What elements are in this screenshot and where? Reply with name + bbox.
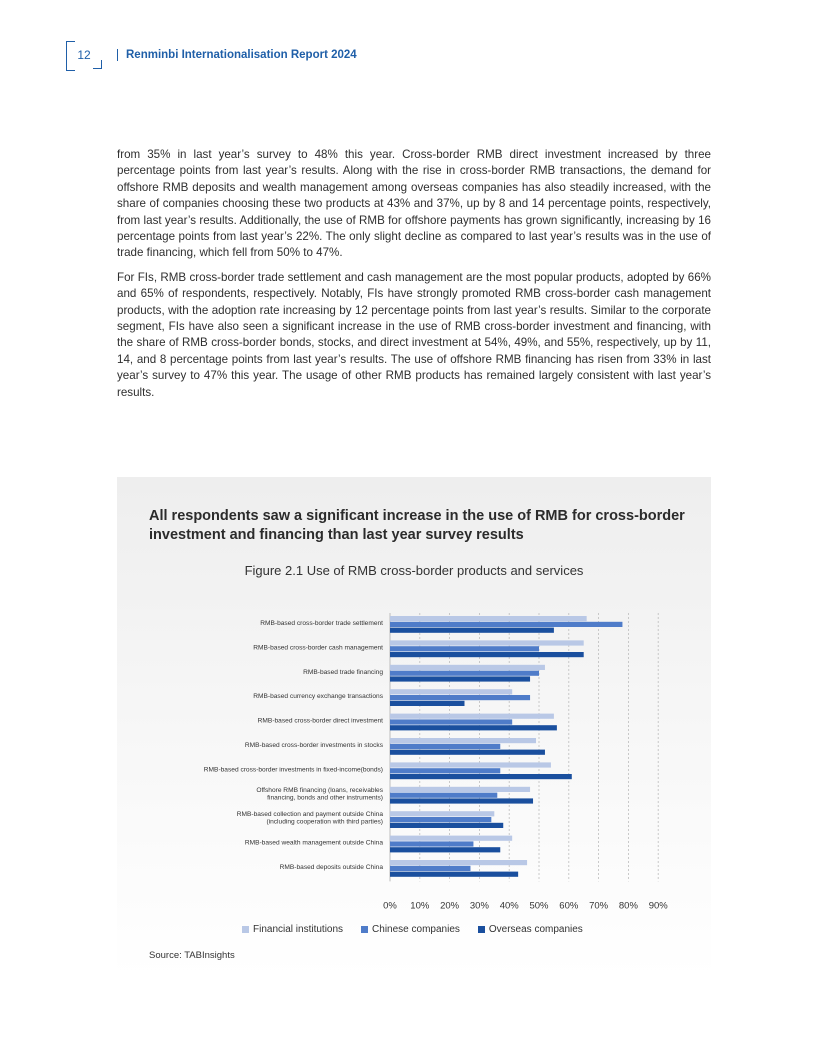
x-tick-label: 0% [383, 900, 397, 912]
bar-financial-institutions [390, 836, 512, 841]
paragraph-2: For FIs, RMB cross-border trade settlement and cash management are the most popular products, adopted by 66% and 65% of respondents, respectively. Notably, FIs have strongly promoted RMB cross-border cash management products, with the adoption rate increasing by 12 percentage points from last year’s results. Similar to the corporate segment, FIs have also seen a significant increase in the use of RMB cross-border investment and financing, with the share of RMB cross-border bonds, stocks, and direct investment at 54%, 49%, and 55%, respectively, up by 11, 14, and 8 percentage points from last year’s results. The use of offshore RMB financing has risen from 33% in last year’s survey to 47% this year. The usage of other RMB products has remained largely consistent with last year’s results. [117, 270, 711, 399]
legend-label: Overseas companies [488, 924, 583, 935]
bar-financial-institutions [390, 665, 545, 670]
category-label: RMB-based cross-border investments in fixed-income(bonds) [203, 766, 383, 774]
bar-financial-institutions [390, 860, 527, 865]
figure-caption: Figure 2.1 Use of RMB cross-border products and services [244, 563, 584, 578]
page-number: 12 [66, 41, 102, 69]
x-tick-label: 40% [499, 900, 519, 912]
body-text [117, 147, 711, 409]
bar-financial-institutions [390, 787, 530, 792]
x-tick-label: 60% [559, 900, 579, 912]
bar-overseas-companies [390, 847, 500, 852]
legend-item-overseas-companies [478, 924, 583, 935]
report-title: Renminbi Internationalisation Report 2024 [126, 49, 357, 61]
bar-overseas-companies [390, 701, 465, 706]
bar-chinese-companies [390, 768, 500, 773]
category-label: RMB-based wealth management outside China [244, 839, 383, 847]
category-label: RMB-based collection and payment outside China (including cooperation with third parties) [236, 811, 383, 826]
bar-financial-institutions [390, 738, 536, 743]
figure-panel [117, 477, 711, 978]
page-header [66, 40, 357, 70]
bar-chinese-companies [390, 719, 512, 724]
bar-chinese-companies [390, 646, 539, 651]
legend-swatch-fi [242, 926, 249, 933]
paragraph-1: from 35% in last year’s survey to 48% this year. Cross-border RMB direct investment increased by three percentage points from last year’s results. Along with the rise in cross-border RMB transactions, the demand for offshore RMB deposits and wealth management among overseas companies has also steadily increased, with the share of companies choosing these two products at 43% and 37%, up by 8 and 14 percentage points, respectively, from last year’s results. Additionally, the use of RMB for offshore payments has grown significantly, increasing by 16 percentage points from last year’s 22%. The only slight decline as compared to last year’s results was in the use of trade financing, which fell from 50% to 47%. [117, 148, 711, 260]
chart-legend [242, 924, 583, 935]
x-tick-label: 90% [648, 900, 668, 912]
bar-overseas-companies [390, 676, 530, 681]
category-label: RMB-based cross-border trade settlement [260, 620, 383, 627]
x-tick-label: 10% [410, 900, 430, 912]
x-tick-label: 50% [529, 900, 549, 912]
category-label: RMB-based currency exchange transactions [253, 693, 383, 701]
header-divider [117, 49, 118, 61]
category-label: RMB-based trade financing [303, 668, 383, 676]
x-tick-label: 70% [589, 900, 609, 912]
bar-chinese-companies [390, 695, 530, 700]
legend-label: Chinese companies [372, 924, 460, 935]
bar-overseas-companies [390, 823, 503, 828]
bar-overseas-companies [390, 872, 518, 877]
bar-financial-institutions [390, 762, 551, 767]
bar-overseas-companies [390, 725, 557, 730]
legend-item-chinese-companies [361, 924, 460, 935]
bar-chinese-companies [390, 866, 470, 871]
legend-swatch-overseas [478, 926, 485, 933]
bar-chinese-companies [390, 671, 539, 676]
bar-overseas-companies [390, 652, 584, 657]
figure-headline: All respondents saw a significant increase in the use of RMB for cross-border investment and financing than last year survey results [149, 508, 685, 543]
figure-source: Source: TABInsights [149, 950, 235, 961]
bar-financial-institutions [390, 689, 512, 694]
x-tick-label: 20% [440, 900, 460, 912]
bar-financial-institutions [390, 640, 584, 645]
bar-financial-institutions [390, 811, 494, 816]
bar-chinese-companies [390, 744, 500, 749]
category-label: RMB-based cross-border direct investment [257, 717, 383, 725]
bar-chinese-companies [390, 622, 622, 627]
legend-item-financial-institutions [242, 924, 343, 935]
bar-overseas-companies [390, 798, 533, 803]
bar-financial-institutions [390, 714, 554, 719]
category-label: RMB-based deposits outside China [279, 864, 383, 871]
x-tick-label: 80% [618, 900, 638, 912]
category-label: RMB-based cross-border investments in stocks [244, 742, 383, 749]
bar-chinese-companies [390, 817, 491, 822]
bar-overseas-companies [390, 774, 572, 779]
bar-chinese-companies [390, 793, 497, 798]
legend-label: Financial institutions [253, 924, 344, 935]
bar-chart [117, 602, 711, 912]
legend-swatch-chinese [361, 926, 368, 933]
category-label: RMB-based cross-border cash management [253, 644, 383, 652]
category-label: Offshore RMB financing (loans, receivables financing, bonds and other instruments) [256, 786, 383, 802]
bar-financial-institutions [390, 616, 587, 621]
bar-overseas-companies [390, 628, 554, 633]
x-tick-label: 30% [469, 900, 489, 912]
bar-chinese-companies [390, 841, 473, 846]
bar-overseas-companies [390, 750, 545, 755]
